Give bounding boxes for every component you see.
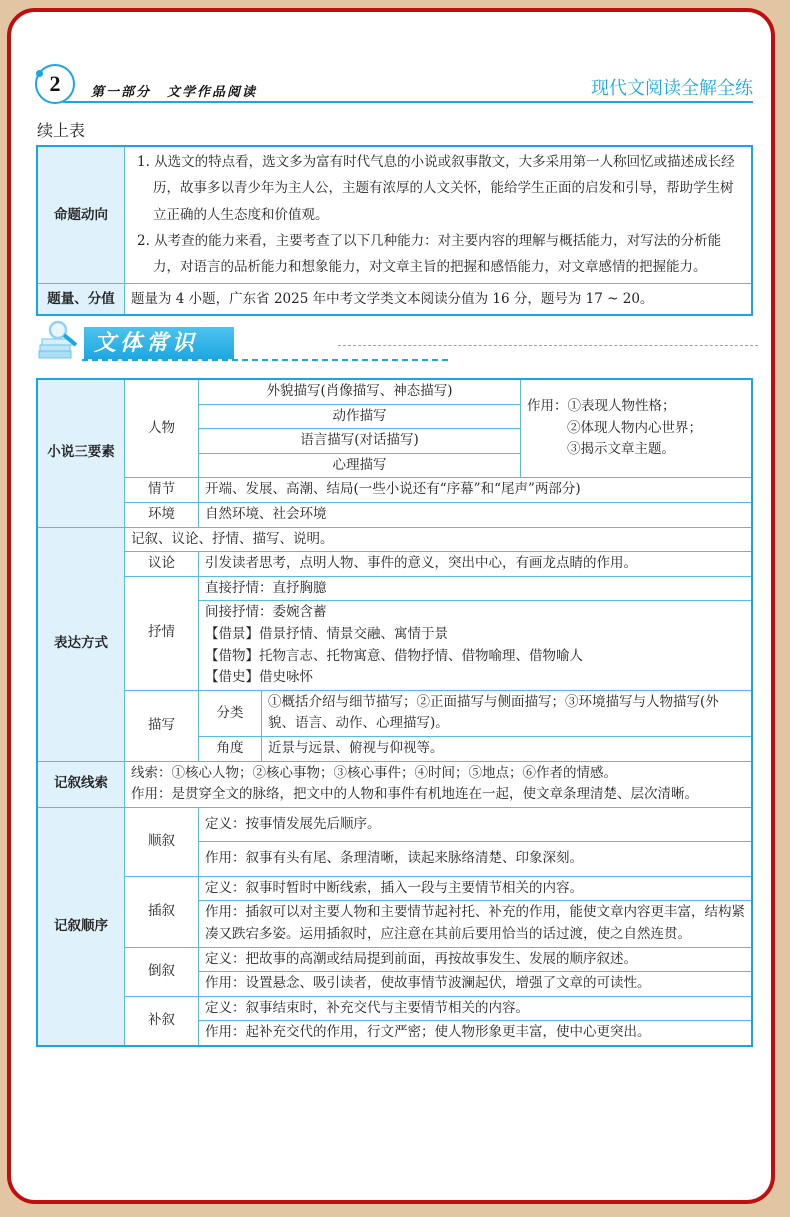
table-row	[38, 147, 752, 284]
table-row	[38, 876, 752, 901]
sub-head: 插叙	[125, 876, 199, 947]
row-content: 自然环境、社会环境	[199, 502, 752, 527]
exam-info-table	[37, 146, 752, 315]
method-cell: 语言描写(对话描写)	[199, 429, 521, 454]
effect-line: ③揭示文章主题。	[567, 441, 676, 458]
row-content	[199, 601, 752, 690]
row-head: 小说三要素	[38, 380, 125, 528]
row-content: 记叙、议论、抒情、描写、说明。	[125, 527, 752, 552]
divider	[338, 345, 758, 346]
effect-cell: 作用：起补充交代的作用，行文严密；使人物形象更丰富，使中心更突出。	[199, 1021, 752, 1046]
table-row	[38, 996, 752, 1021]
definition-cell: 定义：叙事结束时，补充交代与主要情节相关的内容。	[199, 996, 752, 1021]
list-item: 2. 从考查的能力来看，主要考查了以下几种能力：对主要内容的理解与概括能力，对写法的分析能力，对语言的品析能力和想象能力，对文章主旨的把握和感悟能力，对文章感情的把握能力。	[137, 232, 722, 276]
table-row	[38, 380, 752, 405]
list-item: 【借史】借史咏怀	[205, 669, 313, 686]
list-item: 1. 从选文的特点看，选文多为富有时代气息的小说或叙事散文，大多采用第一人称回忆或描述成长经历，故事多以青少年为主人公，主题有浓厚的人文关怀，能给学生正面的启发和引导，帮助学生树立正确的人生态度和价值观。	[137, 154, 735, 223]
definition-cell: 定义：叙事时暂时中断线索，插入一段与主要情节相关的内容。	[199, 876, 752, 901]
row-content: 近景与远景、俯视与仰视等。	[262, 736, 752, 761]
divider	[82, 359, 448, 361]
genre-knowledge-table	[37, 379, 752, 1046]
list-item: 【借景】借景抒情、情景交融、寓情于景	[205, 625, 448, 642]
table-row	[38, 502, 752, 527]
table-row	[38, 552, 752, 577]
sub-head: 顺叙	[125, 807, 199, 876]
definition-cell: 定义：按事情发展先后顺序。	[199, 807, 752, 842]
section-title: 文体常识	[84, 327, 234, 359]
table-row	[38, 947, 752, 972]
table-row	[38, 761, 752, 807]
row-content: 引发读者思考，点明人物、事件的意义，突出中心，有画龙点睛的作用。	[199, 552, 752, 577]
row-content: ①概括介绍与细节描写；②正面描写与侧面描写；③环境描写与人物描写(外貌、语言、动作、心理描写)。	[262, 690, 752, 736]
continued-label: 续上表	[37, 121, 86, 140]
effect-cell: 作用：设置悬念、吸引读者，使故事情节波澜起伏，增强了文章的可读性。	[199, 972, 752, 997]
effect-line: ②体现人物内心世界；	[567, 419, 703, 436]
row-head: 命题动向	[38, 147, 125, 284]
row-content: 题量为 4 小题，广东省 2025 年中考文学类文本阅读分值为 16 分，题号为 17 ~ 20。	[125, 283, 752, 314]
list-item: 间接抒情：委婉含蓄	[205, 604, 327, 621]
method-cell: 外貌描写(肖像描写、神态描写)	[199, 380, 521, 405]
dot-icon	[36, 70, 43, 77]
page-number: 2	[35, 64, 75, 104]
table-row	[38, 690, 752, 736]
table-row	[38, 527, 752, 552]
sub-head: 倒叙	[125, 947, 199, 996]
method-cell: 心理描写	[199, 453, 521, 478]
part-label: 第一部分	[91, 85, 152, 100]
list-item: 作用：是贯穿全文的脉络，把文中的人物和事件有机地连在一起，使文章条理清楚、层次清晰。	[131, 786, 698, 803]
sub-head: 抒情	[125, 576, 199, 690]
section-label: 文学作品阅读	[167, 85, 258, 100]
header-rule	[63, 101, 753, 103]
books-magnifier-icon	[38, 319, 78, 361]
definition-cell: 定义：把故事的高潮或结局提到前面，再按故事发生、发展的顺序叙述。	[199, 947, 752, 972]
list-item: 【借物】托物言志、托物寓意、借物抒情、借物喻理、借物喻人	[205, 647, 583, 664]
row-head: 题量、分值	[38, 283, 125, 314]
sub-head: 角度	[199, 736, 262, 761]
sub-head: 人物	[125, 380, 199, 478]
table-row	[38, 576, 752, 601]
effect-cell: 作用：插叙可以对主要人物和主要情节起衬托、补充的作用，能使文章内容更丰富，结构紧凑又跌宕多姿。运用插叙时，应注意在其前后要用恰当的话过渡，使之自然连贯。	[199, 901, 752, 947]
sub-head: 环境	[125, 502, 199, 527]
sub-head: 情节	[125, 478, 199, 503]
sub-head: 分类	[199, 690, 262, 736]
row-head: 表达方式	[38, 527, 125, 761]
row-content: 直接抒情：直抒胸臆	[199, 576, 752, 601]
effect-cell: 作用：叙事有头有尾、条理清晰，读起来脉络清楚、印象深刻。	[199, 842, 752, 877]
method-cell: 动作描写	[199, 404, 521, 429]
row-content	[125, 761, 752, 807]
row-head: 记叙顺序	[38, 807, 125, 1045]
table-row	[38, 807, 752, 842]
table-row	[38, 478, 752, 503]
row-head: 记叙线索	[38, 761, 125, 807]
chapter-label	[91, 81, 257, 100]
sub-head: 描写	[125, 690, 199, 761]
book-title: 现代文阅读全解全练	[591, 78, 753, 99]
page-header	[33, 62, 753, 104]
list-item: 线索：①核心人物；②核心事物；③核心事件；④时间；⑤地点；⑥作者的情感。	[131, 764, 617, 781]
section-banner	[38, 313, 758, 363]
effect-line: 作用：①表现人物性格；	[527, 398, 676, 415]
effect-cell	[521, 380, 752, 478]
row-content: 开端、发展、高潮、结局(一些小说还有“序幕”和“尾声”两部分)	[199, 478, 752, 503]
sub-head: 议论	[125, 552, 199, 577]
row-content	[125, 147, 752, 284]
table-row	[38, 283, 752, 314]
sub-head: 补叙	[125, 996, 199, 1045]
